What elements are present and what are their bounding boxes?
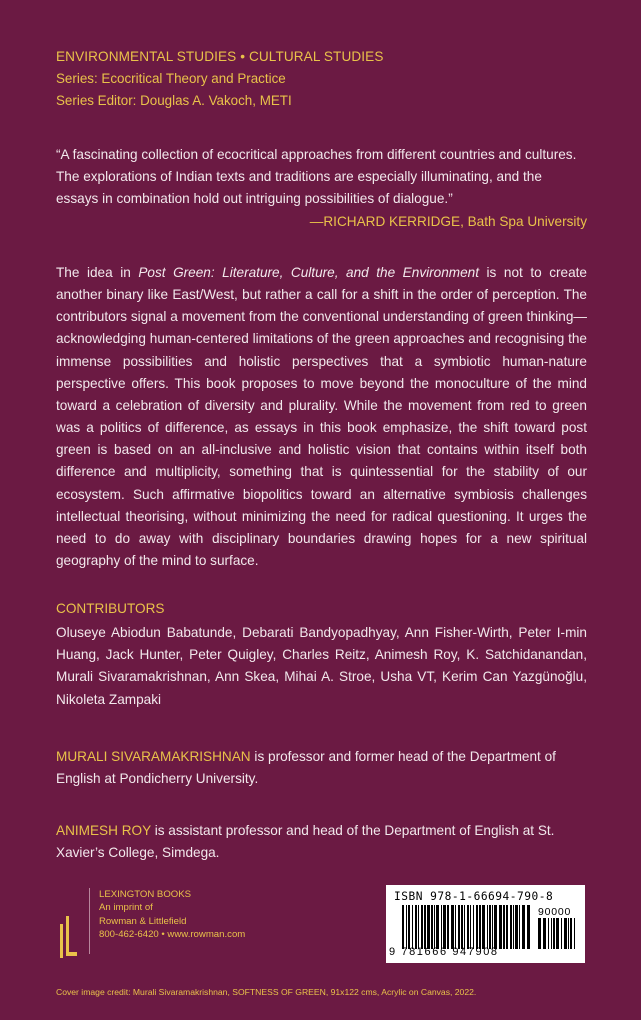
editor-bio-text-1: is professor and former head of the Department of English at Pondicherry University. xyxy=(56,749,556,787)
barcode-digits: 9 781666 947908 xyxy=(389,946,499,958)
publisher-name: LEXINGTON BOOKS xyxy=(99,889,192,900)
barcode-bar xyxy=(441,905,442,949)
barcode-bar xyxy=(482,905,485,949)
publisher-contact: 800-462-6420 • www.rowman.com xyxy=(99,929,246,941)
quote-attribution xyxy=(56,211,587,233)
barcode-bar xyxy=(503,905,505,949)
barcode-bar xyxy=(431,905,433,949)
editor-bio-text-2: is assistant professor and head of the Department of English at St. Xavier’s College, Simdega. xyxy=(56,823,555,861)
barcode-bar xyxy=(522,905,525,949)
description-lead: The idea in xyxy=(56,265,139,280)
contributors-list: Oluseye Abiodun Babatunde, Debarati Bandyopadhyay, Ann Fisher-Wirth, Peter I-min Huang, Jack Hunter, Peter Quigley, Charles Reitz, Animesh Roy, K. Satchidanandan, Murali Sivaramakrishnan, Ann Skea, Mihai A. Stroe, Usha VT, Kerim Can Yazgünoğlu, Nikoleta Zampaki xyxy=(56,625,587,707)
barcode-bar xyxy=(406,905,407,949)
editor-name-2: ANIMESH ROY xyxy=(56,823,151,838)
quote-dash: — xyxy=(309,213,324,229)
publisher-divider xyxy=(89,888,90,954)
barcode-bar xyxy=(467,905,469,949)
barcode-bar xyxy=(510,905,512,949)
barcode-bar xyxy=(461,905,463,949)
quote-author: RICHARD KERRIDGE xyxy=(323,213,461,229)
barcode-bar xyxy=(492,905,493,949)
barcode-bar xyxy=(424,905,426,949)
subject-categories: ENVIRONMENTAL STUDIES • CULTURAL STUDIES xyxy=(56,49,384,64)
editor-name-1: MURALI SIVARAMAKRISHNAN xyxy=(56,749,251,764)
barcode-bar xyxy=(415,905,417,949)
barcode-bar xyxy=(421,905,423,949)
barcode-bar xyxy=(418,905,419,949)
barcode-addon-digits: 90000 xyxy=(538,906,572,918)
barcode-bar xyxy=(506,905,508,949)
barcode-bar xyxy=(487,905,488,949)
barcode-addon-bars xyxy=(538,918,578,949)
barcode-bar xyxy=(538,918,541,949)
barcode-bar xyxy=(556,918,559,949)
barcode-bar xyxy=(489,905,491,949)
barcode-bar xyxy=(479,905,481,949)
series-name: Series: Ecocritical Theory and Practice xyxy=(56,71,286,86)
barcode-bar xyxy=(408,905,410,949)
barcode-bar xyxy=(574,918,575,949)
barcode-bar xyxy=(447,905,449,949)
endorsement-quote xyxy=(56,144,587,233)
barcode-bar xyxy=(561,918,562,949)
barcode-bar xyxy=(458,905,460,949)
publisher-parent: Rowman & Littlefield xyxy=(99,915,187,927)
editor-bio-2 xyxy=(56,820,587,864)
publisher-text xyxy=(99,888,245,942)
publisher-block xyxy=(57,888,245,960)
barcode-bar xyxy=(564,918,567,949)
publisher-imprint: An imprint of xyxy=(99,902,153,914)
barcode-bar xyxy=(427,905,430,949)
barcode-bar xyxy=(494,905,497,949)
description-body: is not to create another binary like East/West, but rather a call for a shift in the order of perception. The contributors signal a movement from the conventional understanding of green thinking—acknowledging human-centered limitations of the green approaches and recognising the immense possibilities and holistic perspectives that a symbiotic human-nature perspective offers. This book proposes to move beyond the monoculture of the mind toward a celebration of diversity and plurality. While the movement from red to green was a politics of difference, as essays in this book emphasize, the shift toward post green is based on an all-inclusive and holistic vision that contains within itself both difference and multiplicity, something that is quintessential for the stability of our ecosystem. Such affirmative biopolitics toward an alternative symbiosis challenges intellectual theorising, without minimizing the need for radical questioning. It urges the need to do away with disciplinary boundaries drawing hopes for a new spiritual geography of the mind to surface. xyxy=(56,265,587,569)
isbn-number: ISBN 978-1-66694-790-8 xyxy=(394,890,554,903)
barcode-bar xyxy=(464,905,465,949)
barcode-bar xyxy=(443,905,446,949)
barcode-bar xyxy=(570,918,572,949)
isbn-barcode xyxy=(386,885,585,963)
barcode-bar xyxy=(515,905,518,949)
barcode-bar xyxy=(455,905,456,949)
barcode-bar xyxy=(527,905,530,949)
barcode-bar xyxy=(548,918,549,949)
book-title: Post Green: Literature, Culture, and the Environment xyxy=(138,265,479,280)
barcode-bar xyxy=(470,905,471,949)
barcode-bar xyxy=(568,918,569,949)
barcode-bar xyxy=(553,918,555,949)
barcode-bar xyxy=(543,918,546,949)
book-description xyxy=(56,262,587,572)
publisher-logo-icon xyxy=(57,912,79,960)
barcode-bar xyxy=(551,918,552,949)
series-header xyxy=(56,46,384,112)
quote-text: “A fascinating collection of ecocritical approaches from different countries and cultures. The explorations of Indian texts and traditions are especially illuminating, and the essays in combination hold out intriguing possibilities of dialogue.” xyxy=(56,147,577,207)
barcode-bar xyxy=(451,905,454,949)
barcode-bar xyxy=(473,905,474,949)
barcode-bar xyxy=(519,905,520,949)
barcode-bar xyxy=(476,905,478,949)
barcode-bar xyxy=(436,905,439,949)
barcode-bar xyxy=(499,905,502,949)
barcode-bar xyxy=(513,905,514,949)
contributors-heading: CONTRIBUTORS xyxy=(56,601,165,616)
series-editor: Series Editor: Douglas A. Vakoch, METI xyxy=(56,93,292,108)
barcode-main-bars xyxy=(402,905,530,949)
editor-bio-1 xyxy=(56,746,587,790)
barcode-bar xyxy=(402,905,404,949)
cover-image-credit: Cover image credit: Murali Sivaramakrishnan, SOFTNESS OF GREEN, 91x122 cms, Acrylic on Canvas, 2022. xyxy=(56,987,477,997)
barcode-bar xyxy=(412,905,413,949)
quote-affiliation: , Bath Spa University xyxy=(460,213,587,229)
barcode-bar xyxy=(434,905,435,949)
